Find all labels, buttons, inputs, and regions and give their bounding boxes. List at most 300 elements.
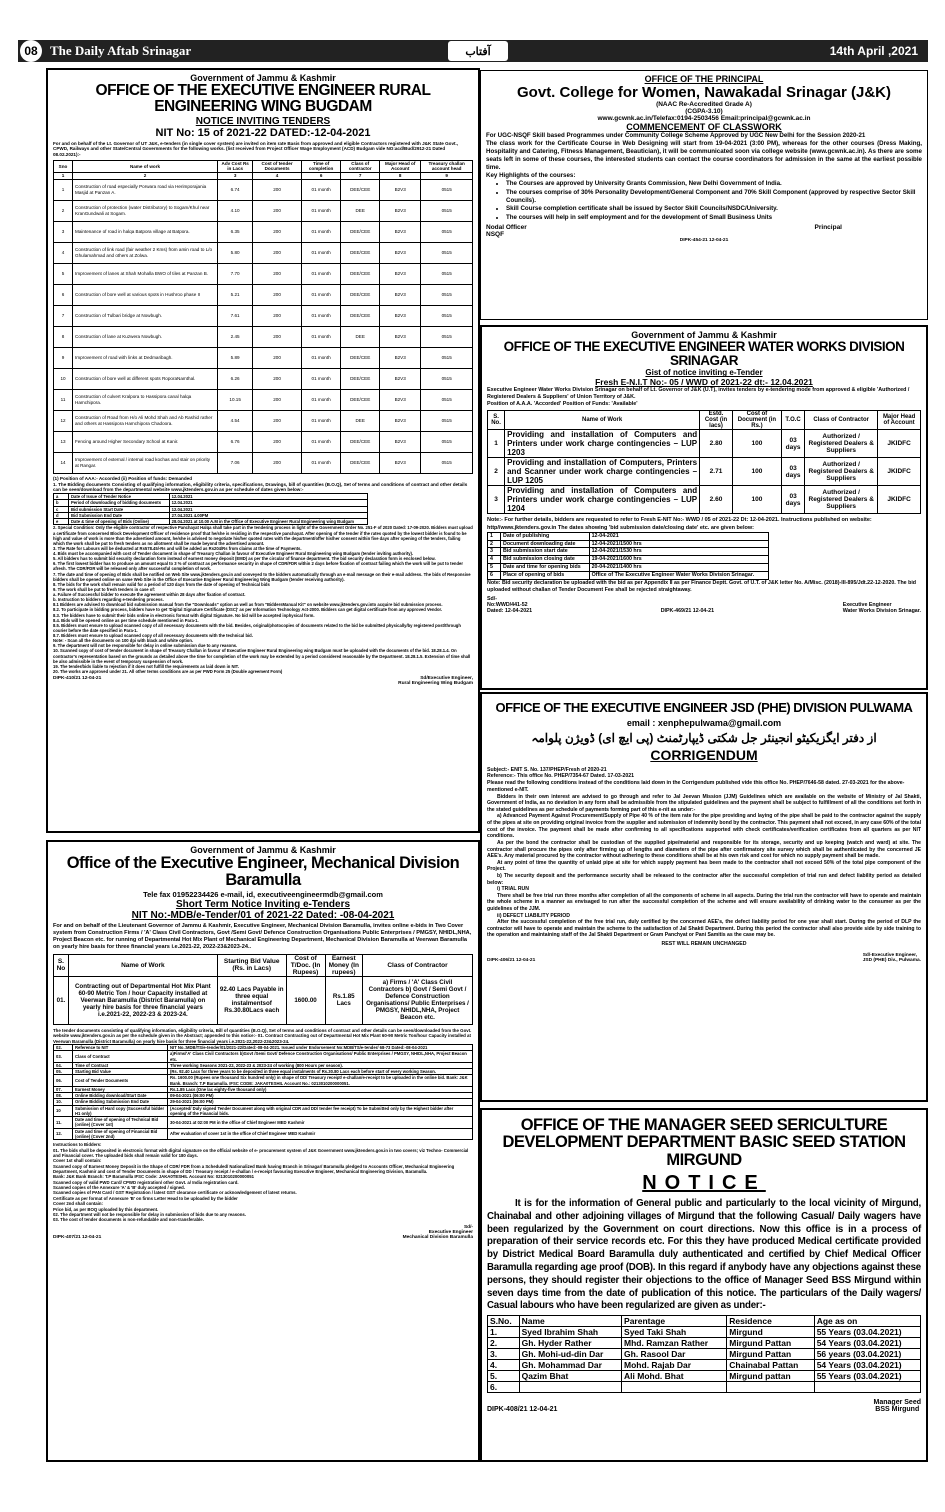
table-cell: 55 Years (03.04.2021) — [814, 1371, 920, 1382]
table-cell: 92.40 Lacs Payable in three equal instalmentsof Rs.30.80Lacs each — [217, 976, 286, 1024]
instruction-item: Cover 1st shall contain: — [53, 1158, 102, 1164]
bugdam-conditions — [53, 525, 473, 674]
table-cell: B2V3 — [380, 179, 421, 200]
notice-college — [480, 70, 928, 320]
table-cell: (Accepted/ Duly signed Tender Document along with original CDR and DD/ tender fee receipt) To be Submitted only by the Highest bidder after opening of the Financial bids. — [168, 1105, 473, 1117]
table-row — [54, 221, 473, 242]
table-cell: 7.06 — [218, 452, 253, 473]
schedule-row — [488, 548, 769, 556]
table-cell: 28.04.2021 at 10.00 A.M in the Office of Executive Engineer Rural Engineering wing Budgam — [169, 519, 367, 525]
table-cell: Class of Contract — [73, 1051, 168, 1063]
table-cell: Construction of Road from H/o Ali Mohd Shah and Ab Rashid rather and others at Hassipora Hamchipora Chadoora. — [73, 410, 218, 431]
bugdam-footer — [53, 676, 473, 686]
baramulla-title: Office of the Executive Engineer, Mechanical Division Baramulla — [66, 854, 460, 890]
table-cell: 2. — [488, 1338, 520, 1349]
table-cell: 05. — [54, 1069, 73, 1075]
table-cell: 10 — [54, 368, 73, 389]
table-cell: (Rs. 92.40 Lacs for three years to be deposited in three equal instalments of Rs.30.80 Lacs each before start of every working Season. — [168, 1069, 473, 1075]
table-cell: 29-04-2021 (06:00 PM) — [168, 1099, 473, 1105]
bugdam-intro: For and on behalf of the Lt. Governor of UT J&K, e-tenders (in single cover system) are invited on item rate Basis from approved and eligible Contractors registered with J&K State Govt., CPWD, Railways and other State/Central Governments for the following works. (list received from Project Officer Wage Employment (ACD) Budgam vide NO:acd/Bud/2912-21 Dated 08.02.2021):- — [53, 140, 459, 157]
table-cell: Time of Contract — [73, 1062, 168, 1068]
condition-item: 8.5. Bidders must ensure to upload scanned copy of all necessary documents with the bid. Besides, original/photocopies of documents related to the bid be submitted physically/by registered post/through courier before the date specified in Para-1. — [53, 622, 461, 633]
table-cell: 2 — [54, 200, 73, 221]
table-cell: 10.15 — [218, 389, 253, 410]
table-cell: Gh. Mohammad Dar — [519, 1360, 621, 1371]
table-cell: Starting Bid Value — [73, 1069, 168, 1075]
column-header: Cost of Document (in Rs.) — [732, 411, 781, 430]
table-cell: After evaluation of cover 1st in the office of Chief Engineer MED Kashmir — [168, 1128, 473, 1140]
instruction-item: Scanned copy of valid PWD Card/ CPWD registration/ other Govt. a/ India registration card. — [53, 1179, 239, 1185]
table-cell: 4 — [54, 242, 73, 263]
table-cell: B2V3 — [380, 242, 421, 263]
table-cell: 01 month — [301, 347, 341, 368]
table-cell: 2 — [488, 540, 501, 548]
table-cell: Contracting out of Departmental Hot Mix Plant 60-90 Metric Ton / hour Capacity installed at Veerwan Baramulla (District Baramulla) on yearly hire basis for three financial years i.e.2021-22, 2022-23 & 2023-24. — [68, 976, 217, 1024]
condition-item: 8. The bids for the work shall remain valid for a period of 120 days from the date of opening of Technical bids — [53, 581, 270, 587]
column-header: Sno — [54, 160, 73, 172]
baramulla-sign2: Mechanical Division Baramulla — [402, 1234, 473, 1240]
water-note: Note:- For further details, bidders are requested to refer to Fresh E-NIT No:- WWD / 05 of 2021-22 Dt: 12-04-2021. Instructions published on website: http//www.jktenders.gov.in The dates showing 'bid submission date/closing date' etc. are given below: — [487, 517, 872, 531]
water-fresh: Fresh E-N.I.T No:- 05 / WWD of 2021-22 dt:- 12.04.2021 — [595, 377, 813, 388]
table-cell: 03 days — [782, 430, 805, 458]
table-cell: 1 — [54, 179, 73, 200]
notice-pulwama — [480, 692, 928, 1102]
table-cell: Submission of Hard copy (Successful bidder H1 only) — [73, 1105, 168, 1117]
table-cell: Date and time of opening of Technical Bid (online) (Cover 1st) — [73, 1117, 168, 1129]
table-cell: 06. — [54, 1075, 73, 1087]
table-cell: Mirgund — [727, 1327, 814, 1338]
table-cell: 200 — [253, 221, 302, 242]
instruction-item: Certificate as per format of Annexure 'B' on firms Letter Head to be uploaded by the bidder — [53, 1195, 238, 1201]
column-header: Cost of T/Doc. (In Rupees) — [286, 954, 325, 976]
baramulla-intro: For and on behalf of the Lieutenant Governor of Jammu & Kashmir, Executive Engineer, Mechanical Division Baramulla, invites online e-bids in Two Cover system from Construction Firms / 'A' Class Civil Contractors, Govt /Semi Govt/ Defence Construction Organisations Public Enterprises / PMGSY, NHIDL,NHA, Project Beacon etc. for running of Departmental Hot Mix Plant of Mechanical Engineering Department, Mechanical Division Baramulla at Veerwan Baramulla on yearly hire basis for three financial years i.e.2021-22, 2022-23&2023-24.. — [53, 922, 472, 951]
table-number-row — [54, 173, 473, 180]
pulwama-subject: Subject:- ENIT S. No. 137/PHEP/Fresh of 2020-21 — [487, 766, 607, 773]
table-cell: d — [54, 512, 69, 518]
instruction-item: Price bid, as per BOQ uploaded by this department. — [53, 1206, 159, 1212]
table-row — [488, 1327, 921, 1338]
table-cell: 6 — [54, 284, 73, 305]
table-cell: 2 — [73, 173, 218, 180]
table-cell: 56 years (03.04.2021) — [814, 1349, 920, 1360]
table-cell: 200 — [253, 326, 302, 347]
bugdam-dipk: DIPK-410/21 12-04-21 — [53, 676, 102, 682]
table-cell: Date and time of opening of Financial Bid (online) (Cover 2nd) — [73, 1128, 168, 1140]
table-cell: 5.80 — [218, 242, 253, 263]
schedule-row — [488, 572, 769, 580]
table-cell: DEE/CEE — [341, 305, 380, 326]
table-cell: 5.21 — [218, 284, 253, 305]
table-cell: Online Bidding Submission End Date — [73, 1099, 168, 1105]
table-cell: 03. — [54, 1051, 73, 1063]
table-cell — [814, 1382, 920, 1393]
table-cell: 200 — [253, 347, 302, 368]
table-cell: 0515 — [421, 347, 473, 368]
mirgund-table — [487, 1315, 921, 1393]
water-sd: Sd/- — [487, 595, 498, 602]
table-cell: B2V3 — [380, 200, 421, 221]
table-row — [488, 1338, 921, 1349]
table-cell: 55 Years (03.04.2021) — [814, 1327, 920, 1338]
pulwama-footer — [487, 953, 921, 963]
table-cell: DEE/CEE — [341, 431, 380, 452]
condition-item: 3. The Rate for Labours will be deducted at Rs578.45/-Rs and will be added as Rs204/Rs from claims at the time of Payments. — [53, 545, 302, 551]
table-cell: 200 — [253, 368, 302, 389]
table-cell: Construction of lane at Kuzwera Nowbugh. — [73, 326, 218, 347]
table-cell: 8 — [54, 326, 73, 347]
table-cell: 12.04.2021 — [169, 494, 367, 500]
table-cell: a)Firms/'A' Class Civil Contractors b)Govt /Semi Govt/ Defence Construction Organisations/ Public Enterprises / PMGSY, NHIDL,NHA, Project Beacon etc. — [168, 1051, 473, 1063]
table-cell: Chainabal Pattan — [727, 1360, 814, 1371]
table-cell: Date of publishing — [501, 532, 590, 540]
table-cell: 200 — [253, 263, 302, 284]
instruction-item: 03. The cost of tender documents is non-refundable and non-transferable. — [53, 1217, 204, 1223]
detail-row — [54, 1128, 473, 1140]
condition-item: 5. All bidders has to submit bid security declaration form instead of earnest money deposit (EMD) as per the circular of finance department. The bid security declaration form is enclosed below. — [53, 556, 436, 562]
table-cell: 12 — [54, 410, 73, 431]
column-header: S. No. — [488, 411, 505, 430]
table-cell: 5.89 — [218, 347, 253, 368]
table-cell: Mirgund pattan — [727, 1371, 814, 1382]
table-cell: DEE — [341, 200, 380, 221]
table-cell: 200 — [253, 242, 302, 263]
table-cell: DEE/CEE — [341, 347, 380, 368]
table-header-row — [54, 160, 473, 172]
table-cell: 200 — [253, 389, 302, 410]
table-cell: B2V3 — [380, 431, 421, 452]
college-body1: For UGC-NSQF Skill based Programmes under Community College Scheme Approved by UGC New Delhi for the Session 2020-21 — [486, 132, 866, 139]
table-cell: 10 — [54, 1105, 73, 1117]
table-cell: 6. — [488, 1382, 520, 1393]
table-cell: 07. — [54, 1086, 73, 1092]
baramulla-footer — [53, 1225, 473, 1240]
table-cell: 0515 — [421, 221, 473, 242]
condition-item: a. Failure of Successful bidder to execute the agreement within 28 days after fixation of contract. — [53, 592, 246, 598]
table-cell: 6.26 — [218, 368, 253, 389]
table-cell: 7 — [54, 305, 73, 326]
table-cell: 2.60 — [700, 486, 733, 514]
condition-item: 8.2. To participate in bidding process, bidders have to get 'Digital Signature Certificate (DSC)' as per Information Technology Act-2000. Bidders can get digital certificate from any approved Vendor. — [53, 607, 443, 613]
table-row — [54, 452, 473, 473]
condition-item: Note: - Scan all the documents on 100 dpi with black and white option. — [53, 638, 194, 644]
table-cell: 01 month — [301, 179, 341, 200]
table-cell: 4.10 — [218, 200, 253, 221]
table-cell: DEE/CEE — [341, 389, 380, 410]
instruction-item: Bank: J&K Bank Branch: T.P Baramulla IFSC Code: JAKA0TESHIL Account No: 0213010200000051 — [53, 1174, 254, 1180]
college-body2: The class work for the Certificate Course in Web Designing will start from 19-04-2021 (3:00 PM), whereas for the other courses (Dress Making, Hospitality and Catering, Fitness Management, Beautician), it will be communicated soon via college website (www.gcwnk.ac.in). As there are some seats left in some of these courses, the interested students can contact the course coordinators for admission in the same at the earliest possible time. — [486, 140, 922, 172]
condition-item: 2. Special Condition: Only the eligible contractor of respective Panchayat Halqa shall take part in the tendering process in light of the Government Order No. 251-F of 2020 Dated: 17-09-2020. Bidders must upload a certificate from concerned Block Development Officer of residence proof that he/she is residing in the respective panchayat. After opening of the tender if the rates quoted by the lowest bidder is found to be high and value of work is more than the advertised amount, he/she is advised to negotiate his/her quoted rates with the department/offer his/her consent within five days after opening of the tenders, failing which the work shall be put to fresh tenders as no allotment shall be made beyond the advertised amount. — [53, 525, 473, 546]
schedule-row — [488, 556, 769, 564]
column-header: Earnest Money (In rupees) — [325, 954, 362, 976]
baramulla-table — [53, 954, 473, 1025]
table-row — [54, 368, 473, 389]
bugdam-schedule — [53, 493, 368, 525]
table-cell: 0515 — [421, 200, 473, 221]
notice-mirgund — [480, 1108, 928, 1462]
table-cell: B2V3 — [380, 305, 421, 326]
table-header-row — [488, 1316, 921, 1327]
corrigendum-para: At any point of time the quantity of unlaid pipe at site for which supply payment has been made to the contractor shall not exceed 50% of the total pipe component of the Project. — [487, 859, 921, 873]
table-cell: 12-04-2021/1500 hrs — [589, 540, 768, 548]
column-header: Age as on — [814, 1316, 920, 1327]
baramulla-instructions — [53, 1142, 473, 1222]
detail-row — [54, 1051, 473, 1063]
college-cgpa: (CGPA-3.10) — [685, 108, 723, 115]
table-row — [54, 179, 473, 200]
table-cell: 0515 — [421, 326, 473, 347]
table-cell: Date and time for opening bids — [501, 564, 590, 572]
table-cell: 3. — [488, 1349, 520, 1360]
table-cell: Qazim Bhat — [519, 1371, 621, 1382]
table-cell: 1 — [54, 173, 73, 180]
table-cell: Bid submission closing date — [501, 556, 590, 564]
table-cell: 0515 — [421, 305, 473, 326]
table-cell: Construction of link road (fair weather 2 Kms) from amin road to L/o Ghulamahmad and others at Zolwa. — [73, 242, 218, 263]
column-header: Major Head of Account — [878, 411, 921, 430]
table-row — [488, 1371, 921, 1382]
pulwama-reference: Reference:- This office No. PHEP/7354-67 Dated. 17-03-2021 — [487, 773, 635, 780]
table-cell: 6.35 — [218, 221, 253, 242]
table-cell: 03 days — [782, 458, 805, 486]
instruction-item: Cover 2nd shall contain: — [53, 1201, 103, 1207]
table-cell: 1 — [488, 430, 505, 458]
table-cell: Syed Ibrahim Shah — [519, 1327, 621, 1338]
table-cell: B2V3 — [380, 389, 421, 410]
table-row — [54, 389, 473, 410]
table-cell: DEE — [341, 326, 380, 347]
table-row — [488, 1360, 921, 1371]
table-cell: 200 — [253, 452, 302, 473]
table-cell: Rs.1.85 Lacs (One lac eighty-five thousand only) — [168, 1086, 473, 1092]
table-cell: 4.54 — [218, 410, 253, 431]
college-key: Key Highlights of the courses: — [486, 172, 576, 180]
table-cell: Bid Submission End Date — [69, 512, 170, 518]
schedule-row — [488, 540, 769, 548]
college-bullet: • The Courses are approved by University Grants Commission, New Delhi Government of India. — [506, 180, 922, 188]
college-bullet: • Skill Course completion certificate shall be issued by Sector Skill Councils/NSDC/University. — [506, 205, 922, 213]
column-header: Class of Contractor — [805, 411, 878, 430]
table-cell: 200 — [253, 200, 302, 221]
condition-item: 6. The first lowest bidder has to produce an amount equal to 3 % of contract as performance security in shape of CDR/FDR within 2 days before fixation of contract failing which the work will be put to tender afresh. The CDR/FDR will be released only after successful completion of work. — [53, 561, 463, 572]
table-cell: 01 month — [301, 200, 341, 221]
table-header-row — [54, 954, 473, 976]
water-dated: Dated: 12-04-2021 — [487, 607, 533, 614]
pulwama-intro: Please read the following conditions instead of the conditions laid down in the Corrigendum published vide this office No. PHEP/7646-58 dated. 27-03-2021 for the above-mentioned e-NIT. — [487, 780, 905, 793]
instruction-item: 01. The bids shall be deposited in electronic format with digital signature on the official website of e- procurement system of J&K Government www.jktenders.gov.in in two covers; viz Techno- Commercial and Financial cover. The uploaded bids shall remain valid for 180 days. — [53, 1147, 469, 1158]
table-cell: 01 month — [301, 368, 341, 389]
table-cell: DEE/CEE — [341, 221, 380, 242]
instruction-item: Scanned copies of PAN Card / GST Registration / latest GST clearance certificate or acknowledgement of latest returns. — [53, 1190, 297, 1196]
table-row — [54, 200, 473, 221]
corrigendum-para: There shall be free trial run three months after completion of all the components of scheme in all aspects. During the trial run the contractor will have to operate and maintain the whole scheme in a manner as envisaged to run after the successful completion of the scheme and will ensure availability of drinking water to the consumer as per the guidelines of the JJM. — [487, 892, 921, 912]
table-cell: B2V3 — [380, 410, 421, 431]
college-nodal: Nodal Officer — [486, 224, 527, 232]
column-header: Name — [519, 1316, 621, 1327]
table-cell: DEE/CEE — [341, 179, 380, 200]
table-cell: 0515 — [421, 242, 473, 263]
column-header: Parentage — [622, 1316, 727, 1327]
table-cell: 0515 — [421, 431, 473, 452]
table-cell: 19-04-2021/1600 hrs — [589, 556, 768, 564]
instruction-item: Scanned copy of Earnest Money Deposit in the Shape of CDR/ FDR from a Scheduled/ Nationalized Bank having Branch in Srinagar/ Baramulla pledged to Accounts Officer, Mechanical Engineering Department, Kashmir and cost of Tender Documents in shape of DD / Treasury receipt / e-challan / e-receipt favouring Executive Engineer, Mechanical Engineering Division, Baramulla. — [53, 1163, 455, 1174]
table-cell: 01 month — [301, 284, 341, 305]
column-header: Name of Work — [68, 954, 217, 976]
table-cell: 01 month — [301, 242, 341, 263]
college-naac: (NAAC Re-Accredited Grade A) — [656, 101, 752, 108]
table-cell: b — [54, 500, 69, 506]
table-cell: 200 — [253, 305, 302, 326]
table-cell: 08. — [54, 1093, 73, 1099]
table-cell: 4. — [488, 1360, 520, 1371]
table-cell: Authorized / Registered Dealers & Suppliers — [805, 458, 878, 486]
table-cell: Authorized / Registered Dealers & Suppliers — [805, 430, 878, 458]
corrigendum-para: a) Advanced Payment Against Procurement/Supply of Pipe 40 % of the item rate for the pipe providing and laying of the pipe shall be paid to the contractor against the supply of the pipes at site on providing original invoice from the supplier and submission of indemnity bond by the contractor. This payment shall not exceed, in any case 60% of the total cost of the invoice. The payment shall be made after confirming to all specifications supported with check certificates/verification certificates from all quarters as per NIT conditions. — [487, 813, 921, 840]
column-header: T.O.C — [782, 411, 805, 430]
corrigendum-para: As per the bond the contractor shall be custodian of the supplied pipe/material and responsible for its storage, security and up keeping (watch and ward) at site. The contractor shall procure the pipes only after firming up of lengths and diameters of the pipe after confirmatory site survey which shall be authenticated by the concerned JE AEE's. Any material procured by the contractor without adhering to these conditions shall be at his own risk and cost for which no supply payment shall be made. — [487, 839, 921, 860]
column-header: Treasury challan account head — [421, 160, 473, 172]
table-cell: Gh. Rasool Dar — [622, 1349, 727, 1360]
table-cell: 5 — [54, 263, 73, 284]
mirgund-title: OFFICE OF THE MANAGER SEED SERICULTURE DEVELOPMENT DEPARTMENT BASIC SEED STATION MIRGUND — [502, 1116, 906, 1169]
table-cell: 0515 — [421, 263, 473, 284]
table-cell: 6 — [301, 173, 341, 180]
table-cell — [622, 1382, 727, 1393]
table-cell: Fencing around Higher Secondary School at Kanir. — [73, 431, 218, 452]
bugdam-nit: NIT No: 15 of 2021-22 DATED:-12-04-2021 — [155, 126, 371, 139]
table-row — [488, 486, 921, 514]
table-cell: 5 — [488, 564, 501, 572]
table-cell: NIT No.:MDB/TS/e-tender/01/2021-22/Dated:-08-04-2021. Issued under Endorsement No:MDB/TS/e-tender/ 68-73 Dated:-08-04-2021 — [168, 1045, 473, 1051]
baramulla-dipk: DIPK-407/21 12-04-21 — [53, 1234, 102, 1240]
baramulla-sd: Sd/- — [463, 1224, 473, 1230]
column-header: Residence — [727, 1316, 814, 1327]
table-cell: 200 — [253, 431, 302, 452]
bugdam-subtitle: NOTICE INVITING TENDERS — [195, 115, 331, 127]
table-cell: Providing and installation of Computers, Printers and Scanner under work charge contingencies – LUP 1205 — [505, 458, 700, 486]
table-cell: Mirgund Pattan — [727, 1349, 814, 1360]
table-cell: 2.45 — [218, 326, 253, 347]
detail-row — [54, 1105, 473, 1117]
baramulla-sign1: Executive Engineer — [428, 1229, 473, 1235]
water-gist: Gist of notice inviting e-Tender — [645, 368, 763, 378]
table-cell: Online Bidding download/Start Date — [73, 1093, 168, 1099]
table-cell: 12.04.2021 — [169, 500, 367, 506]
table-cell: 5. — [488, 1371, 520, 1382]
college-subtitle: COMMENCEMENT OF CLASSWORK — [626, 122, 782, 132]
table-cell: Rs. 1600.00 (Rupees one thousand Six hundred only) in shape of DD/ Treasury receipt/ e-challan/e-receipt to be uploaded in the online bid. Bank: J&K Bank. Branch: T.P Baramulla. IFSC CODE: JAKA0TESHIL Account No.: 0213010200000051. — [168, 1075, 473, 1087]
table-cell: Reference to NIT — [73, 1045, 168, 1051]
issue-date: 14th April ,2021 — [829, 44, 918, 58]
column-header: S. No — [54, 954, 69, 976]
water-note2: Note: Bid security declaration be uploaded with the bid as per Appendix II as per Finance Deptt. Govt. of U.T. of J&K letter No. A/Misc. (2018)-III-895/Jdt.22-12-2020. The bid uploaded without challan of Tender Document Fee shall be rejected straightaway. — [487, 579, 917, 593]
schedule-row — [488, 532, 769, 540]
pulwama-sign: JSD (PHE) Div., Pulwama. — [862, 958, 921, 964]
table-cell: 6.76 — [218, 431, 253, 452]
table-cell: 27.04.2021 4.00PM — [169, 512, 367, 518]
table-cell: 02. — [54, 1045, 73, 1051]
table-cell: Syed Taki Shah — [622, 1327, 727, 1338]
instruction-item: Instructions to Bidders: — [53, 1142, 102, 1148]
table-cell: 100 — [732, 458, 781, 486]
condition-item: 9. The department will not be responsible for delay in online submission due to any reasons. — [53, 643, 238, 649]
pulwama-urdu: از دفتر ایگزیکیٹو انجینئر جل شکتی ڈیپارٹمنٹ (پی ایچ ای) ڈویژن پلوامہ — [531, 730, 877, 745]
bugdam-sign2: Rural Engineering Wing Budgam — [398, 681, 473, 687]
mirgund-sign2: BSS Mirgund — [875, 1406, 920, 1414]
table-cell: 13 — [54, 431, 73, 452]
table-cell: 1 — [488, 532, 501, 540]
table-cell: Construction of Tulbari bridge at Nowbugh. — [73, 305, 218, 326]
corrigendum-para: After the successful completion of the free trial run, duly certified by the concerned AEE's, the defect liability period for one year shall start. During the period of DLP the contractor will have to operate and maintain the scheme to the satisfaction of Jal Shakti Department. During this period the contractor shall also provide side by side training to the operation and maintaining staff of the Jal Shakti Department or Gram Panchyat or Pani Samitis as the case may be. — [487, 919, 921, 939]
table-cell: Construction of protection (water Distributory) to Sogam/Khul near KranGundwali at Sogam. — [73, 200, 218, 221]
corrigendum-para: ii) DEFECT LIABILITY PERIOD — [497, 912, 570, 919]
water-no: No:WWD/441-52 — [487, 601, 528, 608]
table-cell: 2.71 — [700, 458, 733, 486]
notice-baramulla — [46, 840, 480, 1462]
detail-row — [54, 1117, 473, 1129]
corrigendum-para: b) The security deposit and the performance security shall be released to the contractor after the successful completion of trial run and defect liability period as detailed below: — [487, 872, 921, 886]
condition-item: 10. Scanned copy of cost of tender document in shape of Treasury Challan in favour of Executive Engineer Rural Engineering wing Budgam must be uploaded with the documents of the bid. 18.28.1.4. On contractor's representation based on the grounds as detailed above the time for completion of the work may be extended by a period considered reasonable by the Department. 18.28.1.5. Extension of time shall be also admissible in the event of temporary suspension of work. — [53, 648, 471, 664]
table-cell: Improvement of lanes at Shah Mohalla BWO of tiles at Panzan B. — [73, 263, 218, 284]
corrigendum-para: i) TRIAL RUN — [497, 886, 529, 893]
table-cell: Document downloading date — [501, 540, 590, 548]
baramulla-details-intro: The tender documents consisting of qualifying information, eligibility criteria, Bill of quantities (B.O.Q), Set of terms and conditions of contract and other details can be seen/downloaded from the Govt. website www.jktenders.gov.in as per the schedule given in the Abstract; appended to this notice:- 01. Contract Contracting out of Departmental Hot Mix Plant 60-90 Metric Ton/hour Capacity installed at Veerwan Baramulla (District Baramulla) on yearly hire basis for three financial years i.e.2021-22,2022-23&2023-24. — [53, 1027, 472, 1044]
table-row — [488, 458, 921, 486]
column-header: S.No. — [488, 1316, 520, 1327]
table-cell: 09-04-2021 (06:00 PM) — [168, 1093, 473, 1099]
table-cell: 3 — [488, 548, 501, 556]
water-intro: Executive Engineer Water Works Division Srinagar on behalf of Lt. Governor of J&K (U.T), invites tenders by e-tendering mode from approved & eligible 'Authorized / Registered Dealers & Suppliers' of Union Territory of J&K. — [487, 387, 910, 401]
bugdam-table — [53, 160, 473, 474]
table-cell: 6.74 — [218, 179, 253, 200]
baramulla-details — [53, 1044, 473, 1140]
table-row — [54, 263, 473, 284]
masthead — [18, 40, 928, 62]
college-bullet: • The courses comprise of 30% Personality Development/General Component and 70% Skill Component (approved by respective Sector Skill Councils). — [506, 189, 922, 206]
pulwama-paras — [487, 794, 921, 939]
pulwama-title: OFFICE OF THE EXECUTIVE ENGINEER JSD (PHE) DIVISION PULWAMA — [495, 700, 913, 715]
table-cell: 3 — [488, 486, 505, 514]
table-row — [54, 305, 473, 326]
table-cell: DEE/CEE — [341, 263, 380, 284]
table-cell: 54 Years (03.04.2021) — [814, 1360, 920, 1371]
mirgund-notice: NOTICE — [642, 1171, 766, 1194]
condition-item: 8.1 Bidders are advised to download bid submission manual from the "Downloads" option as well as from "BiddersManual Kit" on website www.jktenders.gov.into acquire bid submission process. — [53, 602, 443, 608]
condition-item: 4. Bids must be accompanied with cost of Tender document in shape of Treasury Challan in favour of Executive Engineer Rural Engineering wing Budgam (tender inviting authority). — [53, 551, 414, 557]
table-cell: 01 month — [301, 221, 341, 242]
table-cell: Rs.1.85 Lacs — [325, 976, 362, 1024]
table-row — [488, 430, 921, 458]
table-cell: 0515 — [421, 179, 473, 200]
table-cell: Place of opening of bids — [501, 572, 590, 580]
table-cell: Construction of road especially Porwara road via Herimporajania Masjid at Panzan A. — [73, 179, 218, 200]
table-cell: Earnest Money — [73, 1086, 168, 1092]
table-cell: 11. — [54, 1117, 73, 1129]
table-cell: Bid submission start date — [501, 548, 590, 556]
college-title: Govt. College for Women, Nawakadal Srinagar (J&K) — [517, 84, 891, 101]
condition-item: 8.7. Bidders must ensure to upload scanned copy of all necessary documents with the technical bid. — [53, 633, 253, 639]
column-header: Class of Contractor — [363, 954, 473, 976]
column-header: Name of work — [73, 160, 218, 172]
table-cell: JKIDFC — [878, 430, 921, 458]
table-cell: Authorized / Registered Dealers & Suppliers — [805, 486, 878, 514]
table-cell: Mirgund Pattan — [727, 1338, 814, 1349]
baramulla-nit: NIT No:-MDB/e-Tender/01 of 2021-22 Dated: -08-04-2021 — [131, 909, 395, 921]
corrigendum-para: Bidders in their own interest are advised to go through and refer to Jal Jeevan Mission (JJM) Guidelines which are available on the website of Ministry of Jal Shakti, Government of India, as no deviation in any form shall be admissible from the stipulated guidelines and the payment shall be subject to fulfillment of all the conditions set forth in the stated guidelines as per schedule of payments forming part of this e-nit as under:- — [487, 793, 921, 813]
schedule-row — [488, 564, 769, 572]
mirgund-body: It is for the information of General public and particularly to the local vicinity of Mirgund, Chainabal and other adjoining villages of Mirgund that the following Casual/ Daily wagers have been regularized by the Government on court directions. Now this office is in a process of preparation of their service records etc. For this they have produced Medical certificate provided by District Medical Board Baramulla duly authenticated and certified by Chief Medical Officer Baramulla regarding age proof (DOB). In this regard if anybody have any objections against these persons, they should register their objections to the office of Manager Seed BSS Mirgund within seven days time from the date of publication of this notice. The particulars of the Daily wagers/ Casual labours who have been regularized are given as under:- — [487, 1197, 921, 1312]
page-number: 08 — [20, 40, 42, 62]
baramulla-tel: Tele fax 01952234426 e-mail, id, executiveengineermdb@gmail.com — [143, 889, 383, 899]
